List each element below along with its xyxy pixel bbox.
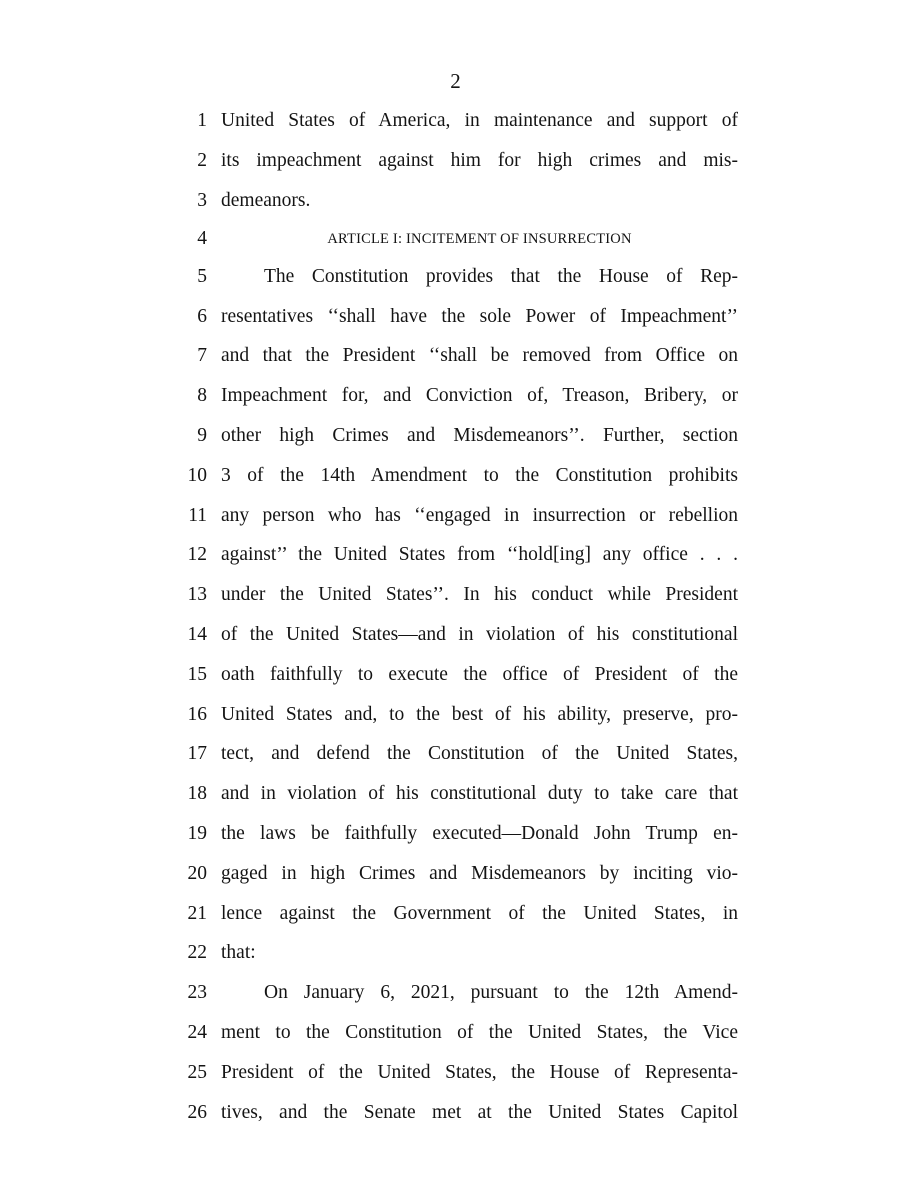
line-number: 6 [197,306,207,327]
line-text: lence against the Government of the United States, in [221,903,738,924]
text-line [0,854,911,894]
text-line [0,814,911,854]
line-number: 22 [187,942,207,963]
line-number: 14 [187,624,207,645]
line-text: any person who has ‘‘engaged in insurrection or rebellion [221,505,738,526]
line-number: 9 [197,425,207,446]
line-number: 19 [187,823,207,844]
text-line [0,101,911,141]
line-number: 11 [188,505,207,526]
line-number: 17 [187,743,207,764]
text-line [0,336,911,376]
line-number: 25 [187,1062,207,1083]
line-number: 4 [197,228,207,249]
text-line [0,376,911,416]
line-number: 23 [187,982,207,1003]
page-number: 2 [450,69,461,93]
line-number: 13 [187,584,207,605]
line-text: oath faithfully to execute the office of President of the [221,664,738,685]
text-line [0,973,911,1013]
line-number: 20 [187,863,207,884]
line-text: of the United States—and in violation of his constitutional [221,624,738,645]
text-line [0,933,911,973]
line-text: United States of America, in maintenance and support of [221,110,738,131]
article-heading: ARTICLE I: INCITEMENT OF INSURRECTION [327,231,632,247]
line-text: other high Crimes and Misdemeanors’’. Further, section [221,425,738,446]
line-number: 21 [187,903,207,924]
line-text: under the United States’’. In his conduct while President [221,584,738,605]
line-text: its impeachment against him for high crimes and mis- [221,150,738,171]
line-number: 15 [187,664,207,685]
text-line [0,1053,911,1093]
line-number: 5 [197,266,207,287]
text-line [0,297,911,337]
text-line [0,456,911,496]
line-text: gaged in high Crimes and Misdemeanors by inciting vio- [221,863,738,884]
line-text: ment to the Constitution of the United States, the Vice [221,1022,738,1043]
line-text: Impeachment for, and Conviction of, Treason, Bribery, or [221,385,738,406]
text-line [0,496,911,536]
line-text: and in violation of his constitutional duty to take care that [221,783,738,804]
line-text: 3 of the 14th Amendment to the Constitution prohibits [221,465,738,486]
text-line [0,416,911,456]
line-number: 12 [187,544,207,565]
text-line [0,575,911,615]
text-line [0,774,911,814]
line-text: and that the President ‘‘shall be removed from Office on [221,345,738,366]
line-number: 8 [197,385,207,406]
line-number: 18 [187,783,207,804]
text-line [0,257,911,297]
text-line [0,734,911,774]
line-number: 2 [197,150,207,171]
line-text: the laws be faithfully executed—Donald John Trump en- [221,823,738,844]
text-line [0,615,911,655]
text-line [0,695,911,735]
line-text: United States and, to the best of his ability, preserve, pro- [221,704,738,725]
line-text: The Constitution provides that the House of Rep- [264,266,738,287]
text-line [0,1013,911,1053]
line-number: 26 [187,1102,207,1123]
line-number: 16 [187,704,207,725]
line-number: 24 [187,1022,207,1043]
line-text: demeanors. [221,190,311,211]
text-line [0,535,911,575]
line-number: 1 [197,110,207,131]
line-text: tect, and defend the Constitution of the United States, [221,743,738,764]
line-text: that: [221,942,256,963]
text-line [0,1093,911,1133]
line-text: On January 6, 2021, pursuant to the 12th Amend- [264,982,738,1003]
line-number: 3 [197,190,207,211]
text-line [0,894,911,934]
text-line [0,181,911,221]
line-text: tives, and the Senate met at the United States Capitol [221,1102,738,1123]
line-text: resentatives ‘‘shall have the sole Power of Impeachment’’ [221,306,738,327]
line-text: President of the United States, the House of Representa- [221,1062,738,1083]
text-line [0,141,911,181]
line-number: 7 [197,345,207,366]
text-line [0,219,911,259]
line-text: against’’ the United States from ‘‘hold[ing] any office . . . [221,544,738,565]
text-line [0,655,911,695]
line-number: 10 [187,465,207,486]
